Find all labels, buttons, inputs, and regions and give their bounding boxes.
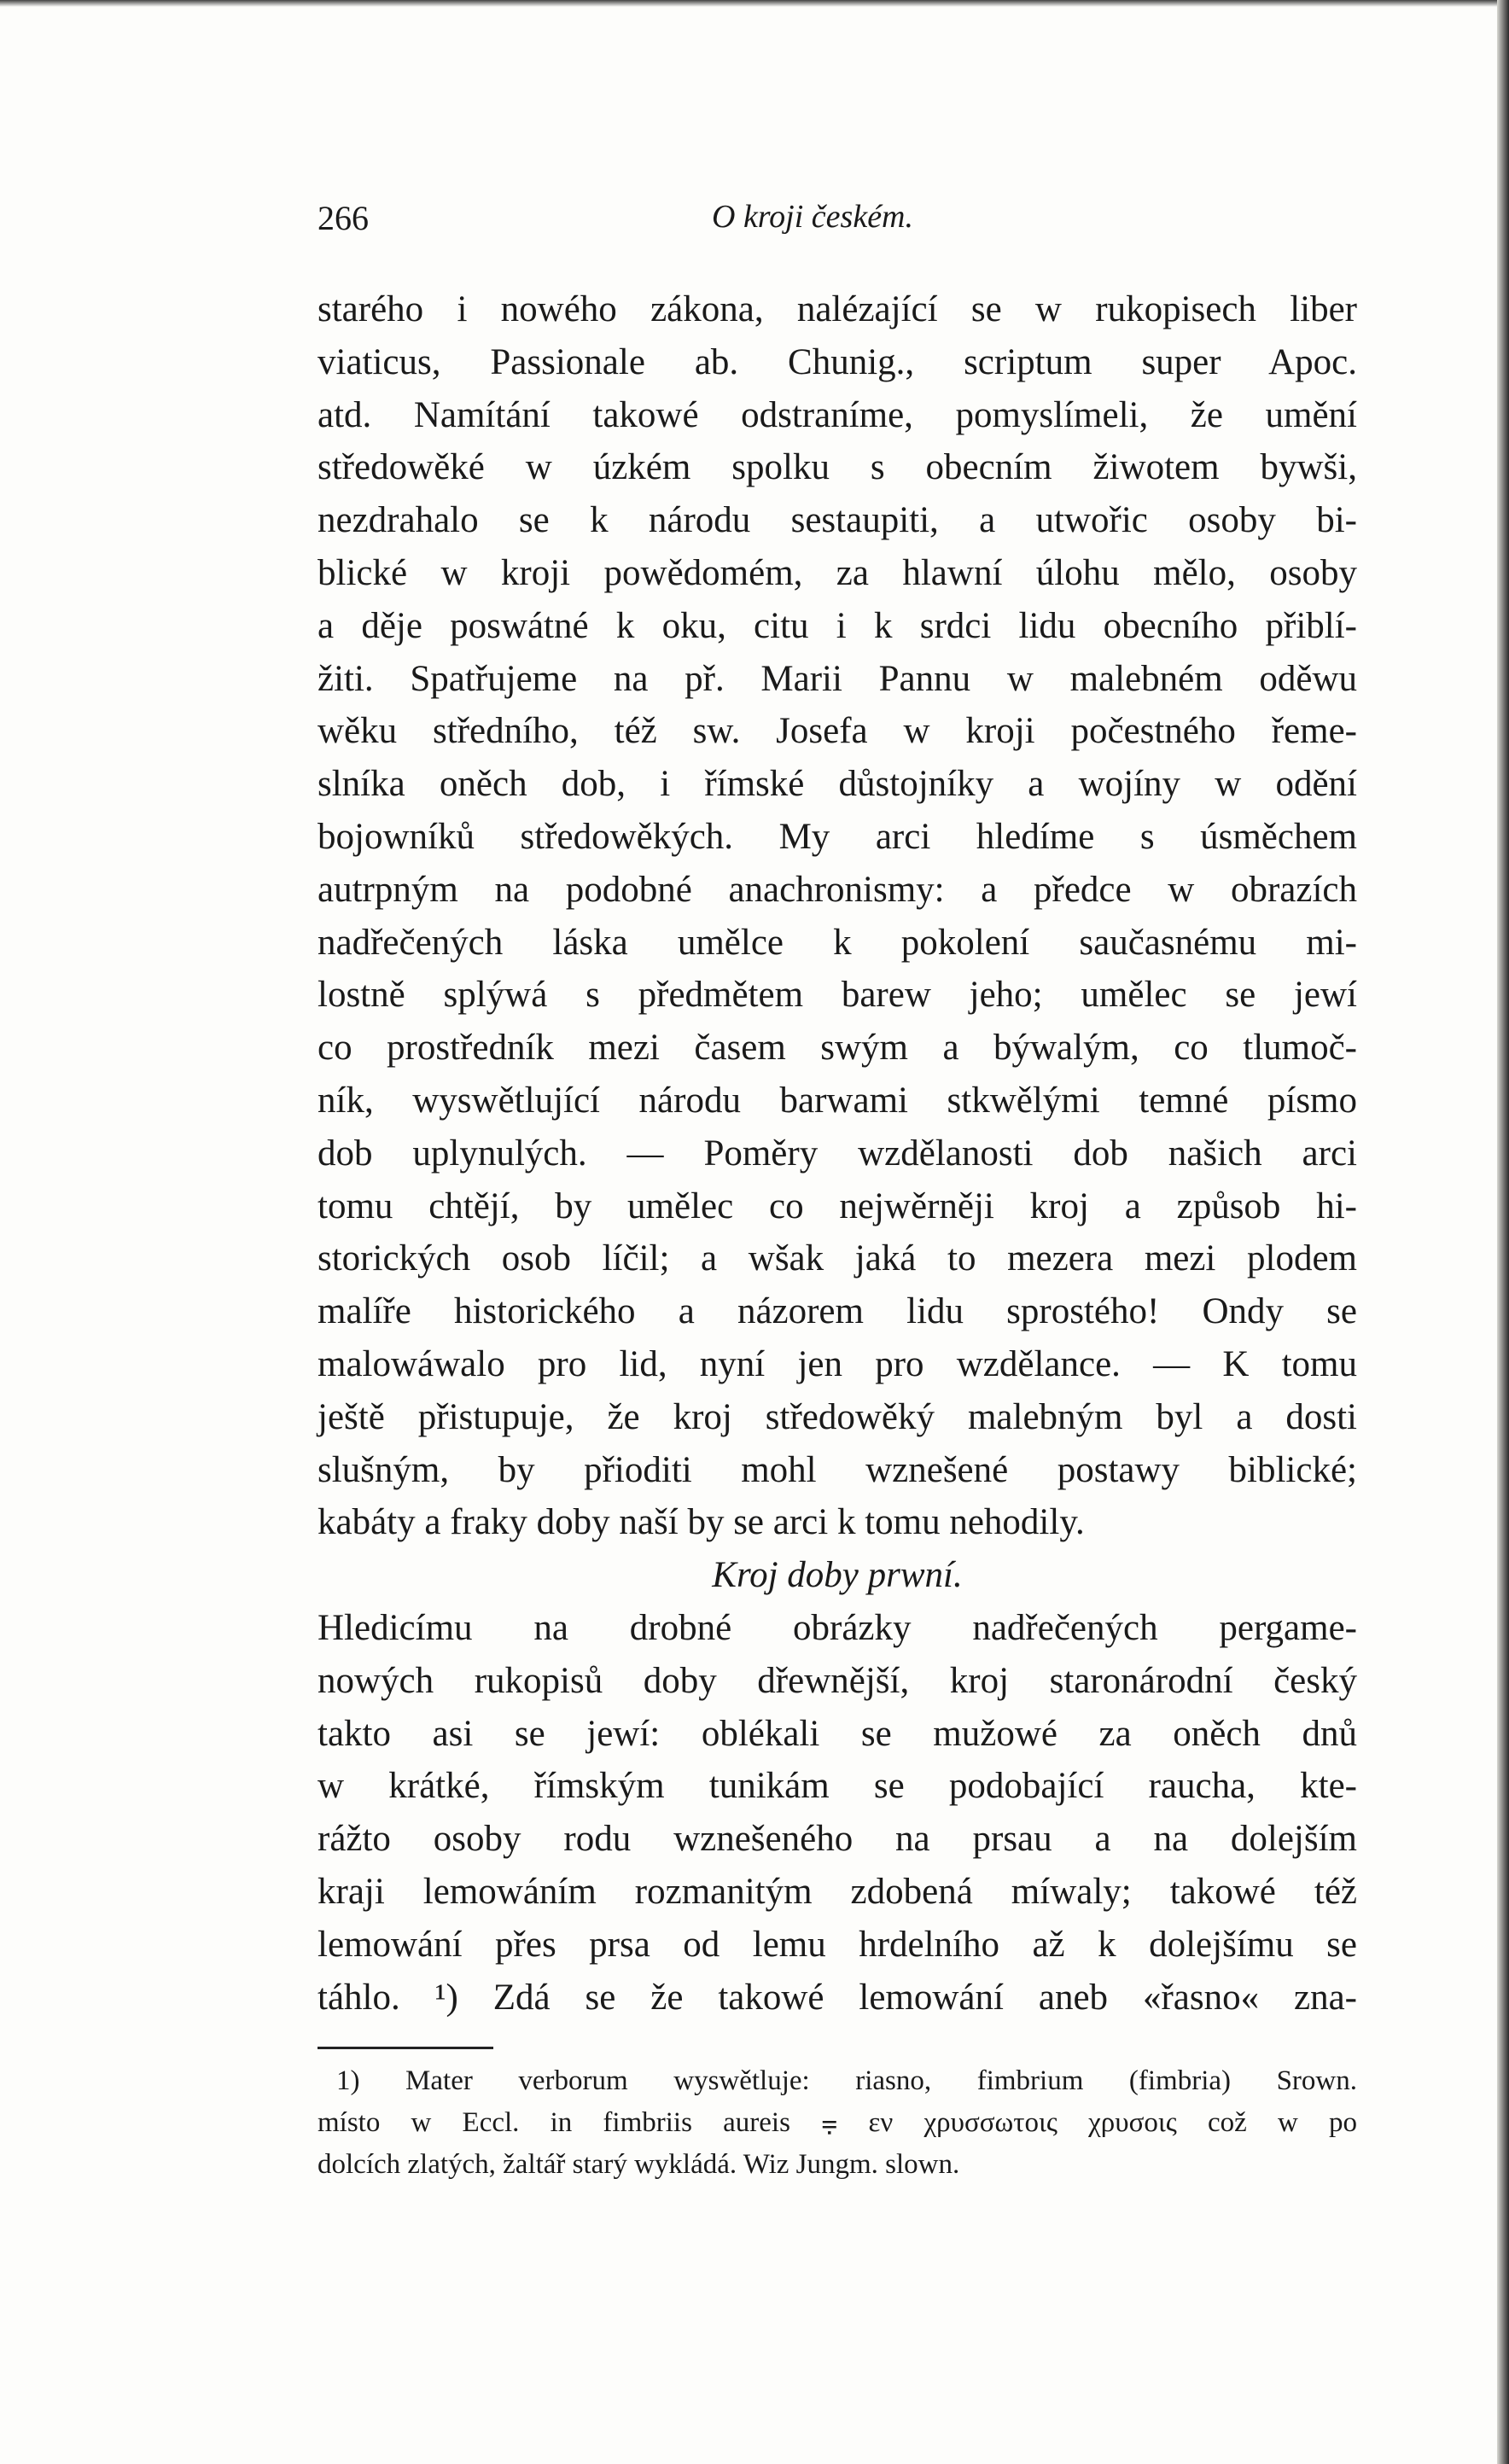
text-line: bojowníků středowěkých. My arci hledíme s úsměchem [318, 816, 1357, 857]
page-number: 266 [318, 199, 369, 237]
text-line: ník, wyswětlující národu barwami stkwělými temné písmo [318, 1080, 1357, 1121]
page-header [318, 198, 1367, 249]
text-line: nezdrahalo se k národu sestaupiti, a utwořic osoby bi- [318, 500, 1357, 541]
footnotes [318, 2060, 1357, 2186]
text-line: lemowání přes prsa od lemu hrdelního až k dolejšímu se [318, 1924, 1357, 1965]
text-line: viaticus, Passionale ab. Chunig., scriptum super Apoc. [318, 341, 1357, 382]
text-line: blické w kroji powědomém, za hlawní úlohu mělo, osoby [318, 552, 1357, 593]
section-title: Kroj doby prwní. [712, 1555, 963, 1596]
main-text [318, 283, 1357, 2024]
text-line: malíře historického a názorem lidu sprostého! Ondy se [318, 1291, 1357, 1332]
text-line: storických osob líčil; a wšak jaká to mezera mezi plodem [318, 1238, 1357, 1279]
footnote-rule [318, 2047, 493, 2049]
text-line: táhlo. ¹) Zdá se že takowé lemowání aneb «řasno« zna- [318, 1977, 1357, 2018]
text-line: a děje poswátné k oku, citu i k srdci lidu obecního přiblí- [318, 605, 1357, 646]
text-line: tomu chtějí, by umělec co nejwěrněji kroj a způsob hi- [318, 1185, 1357, 1226]
text-line: slušným, by přioditi mohl wznešené postawy biblické; [318, 1449, 1357, 1490]
text-line: kabáty a fraky doby naší by se arci k tomu nehodily. [318, 1502, 1085, 1543]
text-line: takto asi se jewí: oblékali se mužowé za oněch dnů [318, 1713, 1357, 1754]
text-line: malowáwalo pro lid, nyní jen pro wzdělance. — K tomu [318, 1343, 1357, 1384]
text-line: středowěké w úzkém spolku s obecním žiwotem bywši, [318, 447, 1357, 488]
footnote-line: dolcích zlatých, žaltář starý wykládá. Wiz Jungm. slown. [318, 2149, 960, 2180]
text-line: autrpným na podobné anachronismy: a předce w obrazích [318, 869, 1357, 910]
text-line: starého i nowého zákona, nalézající se w rukopisech liber [318, 289, 1357, 329]
text-line: žiti. Spatřujeme na př. Marii Pannu w malebném oděwu [318, 658, 1357, 699]
running-title: O kroji českém. [712, 199, 913, 235]
scan-top-edge [0, 0, 1509, 7]
text-line: co prostředník mezi časem swým a býwalým, co tlumoč- [318, 1028, 1357, 1069]
text-line: atd. Namítání takowé odstraníme, pomyslímeli, že umění [318, 394, 1357, 435]
text-line: wěku středního, též sw. Josefa w kroji počestného řeme- [318, 711, 1357, 752]
scan-right-edge [1497, 0, 1509, 2464]
text-line: slníka oněch dob, i římské důstojníky a wojíny w odění [318, 764, 1357, 805]
text-line: ještě přistupuje, že kroj středowěký malebným byl a dosti [318, 1396, 1357, 1437]
text-line: dob uplynulých. — Poměry wzdělanosti dob našich arci [318, 1133, 1357, 1174]
footnote-line: 1) Mater verborum wyswětluje: riasno, fimbrium (fimbria) Srown. [336, 2065, 1357, 2096]
text-line: nadřečených láska umělce k pokolení saučasnému mi- [318, 922, 1357, 963]
text-line: rážto osoby rodu wznešeného na prsau a na dolejším [318, 1819, 1357, 1860]
text-line: w krátké, římským tunikám se podobající raucha, kte- [318, 1766, 1357, 1807]
text-line: Hledicímu na drobné obrázky nadřečených pergame- [318, 1607, 1357, 1648]
text-line: nowých rukopisů doby dřewnější, kroj staronárodní český [318, 1660, 1357, 1701]
text-line: lostně splýwá s předmětem barew jeho; umělec se jewí [318, 975, 1357, 1016]
text-line: kraji lemowáním rozmanitým zdobená míwaly; takowé též [318, 1871, 1357, 1912]
footnote-line: místo w Eccl. in fimbriis aureis ⩦ εν χρυσσωτοις χρυσοις což w po [318, 2107, 1357, 2138]
